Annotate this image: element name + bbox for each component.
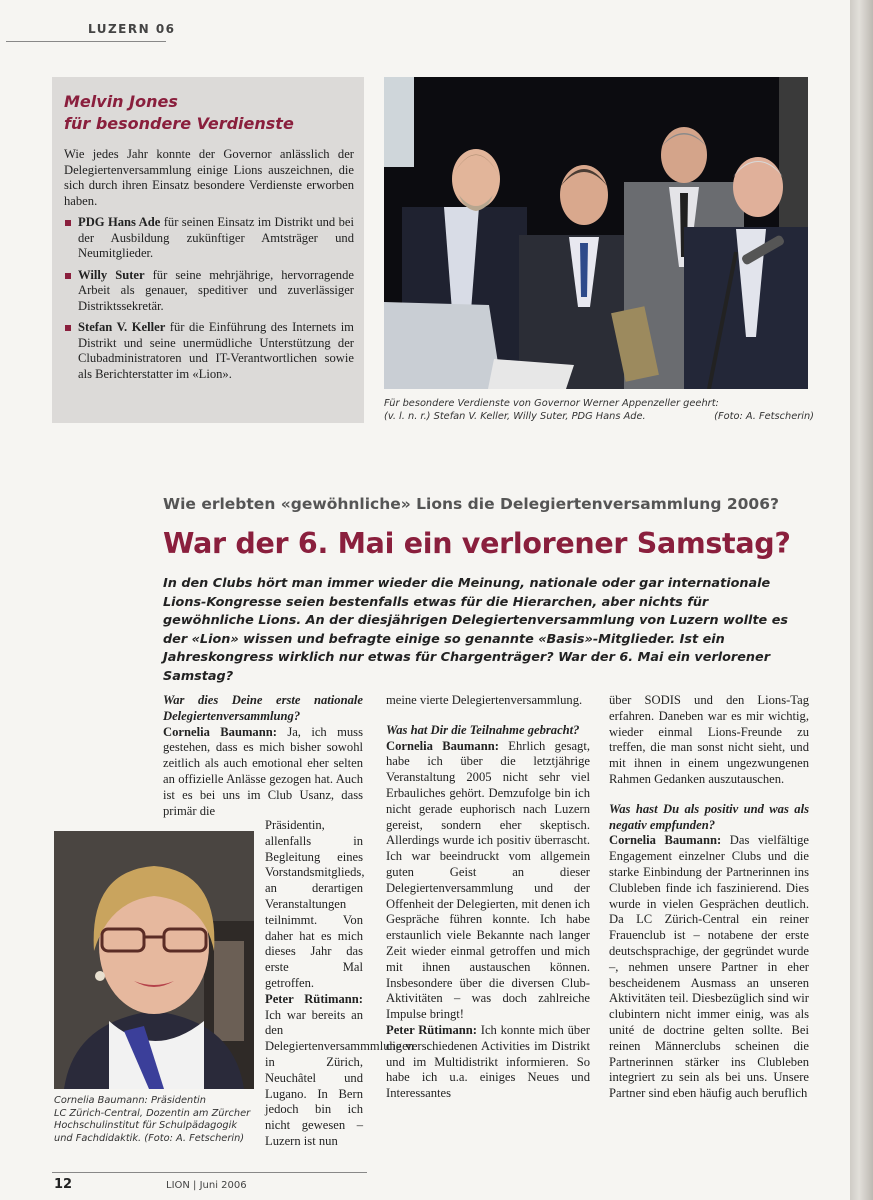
interview-answer-continued: Präsidentin, allenfalls in Begleitung eines Vorstandsmitglieds, an derartigen Veranstaltungen teilnimmt. Von daher hat es mich dieses Jahr das erste Mal getroffen. xyxy=(265,818,365,990)
interview-answer: Cornelia Baumann: Ja, ich muss gestehen, dass es mich bisher sowohl zeitlich als auch emotional eher selten an offizielle Anlässe gezogen hat. Auch ist es bei uns im Club Usanz, dass primär die xyxy=(163,724,363,818)
portrait-caption: Cornelia Baumann: Präsidentin LC Zürich-Central, Dozentin am Zürcher Hochschulinstitut für Schulpädagogik und Fachdidaktik. (Foto: A. Fetscherin) xyxy=(54,1095,251,1144)
group-photo-illustration xyxy=(384,77,808,389)
interview-answer: Cornelia Baumann: Das vielfältige Engagement einzelner Clubs und die starke Einbindung der Partnerinnen ins Clubleben finde ich faszinierend. Dies wurde in vielen Gesprächen deutlich. Da LC Zürich-Central ein reiner Frauenclub ist – notabene der erste deutschsprachige, der gegründet wurde –, nehmen unsere Partner in eher bescheidenem Ausmass an unseren Aktivitäten teil. Diesbezüglich sind wir clubintern nicht immer einig, was als unité de doctrine gelten sollte. Bei reinen Männerclubs scheinen die Partnerinnen stärker ins Clubleben integriert zu sein als bei uns. Unsere Partner sind eben häufig auch beruflich xyxy=(609,833,810,1101)
awards-box xyxy=(52,77,364,423)
interview-question: Was hat Dir die Teilnahme gebracht? xyxy=(386,722,580,737)
award-item: Willy Suter für seine mehrjährige, hervorragende Arbeit als genauer, speditiver und zuverlässiger Distriktssekretär. xyxy=(64,268,354,315)
interview-answer: Cornelia Baumann: Ehrlich gesagt, habe ich über die letztjährige Veranstaltung 2005 nicht sehr viel Erbauliches gehört. Demzufolge bin ich nicht gerade euphorisch nach Luzern gereist, sondern eher skeptisch. Allerdings wurde ich positiv überrascht. Ich war beeindruckt vom allgemein guten Geist an dieser Delegiertenversammlung und der Offenheit der Delegierten, mit denen ich Gespräche führen konnte. Ich habe erstaunlich viele Bekannte nach langer Zeit wieder einmal getroffen und mich mit ihnen austauschen können. Insbesondere über die diversen Club-Aktivitäten – was doch zahlreiche Impulse bringt! xyxy=(386,738,591,1022)
article-column-1 xyxy=(163,693,363,819)
article-kicker: Wie erlebten «gewöhnliche» Lions die Delegiertenversammlung 2006? xyxy=(163,495,779,513)
article-headline: War der 6. Mai ein verlorener Samstag? xyxy=(163,527,791,560)
footer-rule xyxy=(52,1172,367,1173)
interview-question: Was hast Du als positiv und was als negativ empfunden? xyxy=(609,801,809,832)
awards-group-photo xyxy=(384,77,808,389)
interview-answer: Peter Rütimann: Ich war bereits an den Delegiertenversammmlungen in Zürich, Neuchâtel und Lugano. In Bern jedoch bin ich nicht gewesen – Luzern ist nun xyxy=(265,991,414,1148)
article-column-3 xyxy=(609,693,809,1102)
article-lead: In den Clubs hört man immer wieder die Meinung, nationale oder gar internationale Lions-Kongresse seien bestenfalls etwas für die Hierarchen, aber nichts für gewöhnliche Lions. An der diesjährigen Delegiertenversammlung von Luzern wollte es der «Lion» wissen und befragte einige so genannte «Basis»-Mitglieder. Ist ein Jahreskongress wirklich nur etwas für Chargenträger? War der 6. Mai ein verlorener Samstag? xyxy=(163,576,788,684)
publication-footer: LION | Juni 2006 xyxy=(166,1180,247,1191)
section-rule xyxy=(6,41,166,42)
page-number: 12 xyxy=(54,1177,73,1192)
award-item: PDG Hans Ade für seinen Einsatz im Distrikt und bei der Ausbildung zukünftiger Amtsträger und Neumitglieder. xyxy=(64,215,354,262)
award-item: Stefan V. Keller für die Einführung des Internets im Distrikt und seine unermüdliche Unterstützung der Clubadministratoren und IT-Verantwortlichen sowie als Berichterstatter im «Lion». xyxy=(64,320,354,382)
awards-box-intro: Wie jedes Jahr konnte der Governor anlässlich der Delegiertenversammlung einige Lions auszeichnen, die sich durch ihren Einsatz besondere Verdienste erworben haben. xyxy=(64,147,354,208)
awards-box-title: Melvin Jones für besondere Verdienste xyxy=(64,92,294,133)
photo-credit: (Foto: A. Fetscherin) xyxy=(714,411,814,422)
interview-question: War dies Deine erste nationale Delegiertenversammlung? xyxy=(163,693,363,723)
section-label: LUZERN 06 xyxy=(88,22,176,36)
page-edge xyxy=(850,0,873,1200)
article-column-2 xyxy=(386,693,590,1102)
portrait-photo xyxy=(54,831,254,1089)
group-photo-caption: Für besondere Verdienste von Governor Werner Appenzeller geehrt: (v. l. n. r.) Stefan V. Keller, Willy Suter, PDG Hans Ade. (Foto: A. Fetscherin) xyxy=(384,398,814,422)
interview-answer-continued: über SODIS und den Lions-Tag erfahren. Daneben war es mir wichtig, wieder einmal Lions-Freunde zu treffen, die man sonst nicht sieht, und mit ihnen in einem ungezwungenen Rahmen Gedanken auszutauschen. xyxy=(609,693,809,786)
interview-answer-continued: meine vierte Delegiertenversammlung. xyxy=(386,693,583,707)
interview-answer: Peter Rütimann: Ich konnte mich über die verschiedenen Activities im Distrikt und im Multidistrikt informieren. So habe ich u.a. einiges Neues und Interessantes xyxy=(386,1022,590,1101)
awards-list xyxy=(64,215,354,382)
portrait-illustration xyxy=(54,831,254,1089)
article-column-1-wrap xyxy=(265,818,414,1150)
